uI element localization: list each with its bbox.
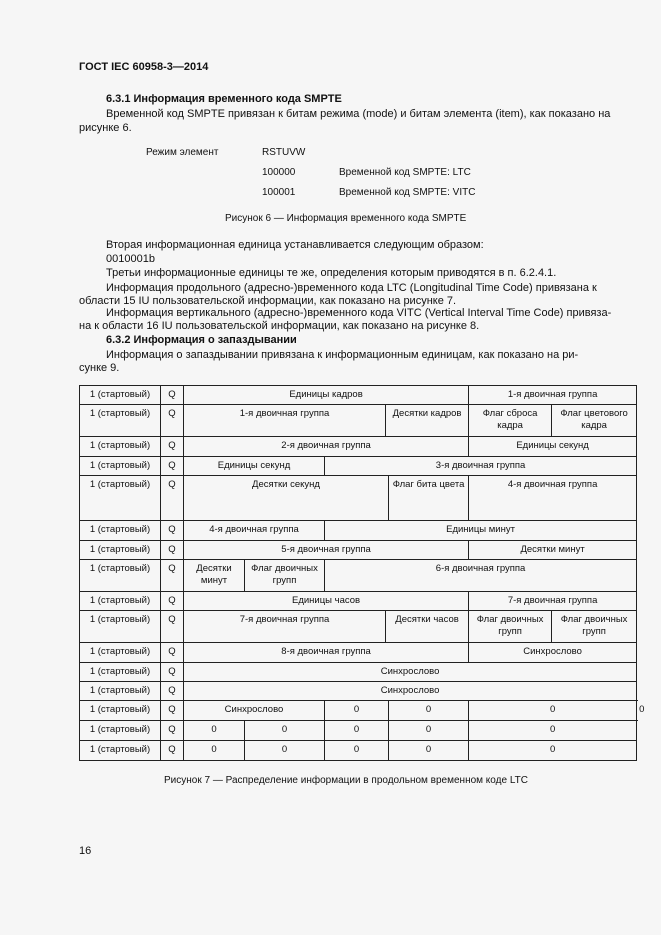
zero-cell: 0 bbox=[389, 741, 469, 761]
sync-word-cell: Синхрослово bbox=[184, 701, 325, 721]
figure7-caption: Рисунок 7 — Распределение информации в продольном временном коде LTC bbox=[164, 775, 528, 786]
bits-header: RSTUVW bbox=[262, 147, 306, 158]
table-row bbox=[80, 663, 637, 682]
table-row bbox=[80, 592, 637, 611]
binary-group-cell: 4-я двоичная группа bbox=[469, 476, 637, 521]
table-row bbox=[80, 643, 637, 663]
start-cell: 1 (стартовый) bbox=[80, 386, 161, 405]
start-cell: 1 (стартовый) bbox=[80, 457, 161, 476]
zero-cell: 0 bbox=[469, 741, 637, 761]
zero-cell: 0 bbox=[469, 701, 637, 721]
document-header: ГОСТ IEC 60958-3—2014 bbox=[79, 61, 209, 73]
mode-desc-ltc: Временной код SMPTE: LTC bbox=[339, 167, 471, 178]
section-6-3-2-text-line2: сунке 9. bbox=[79, 362, 120, 374]
third-units-text: Третьи информационные единицы те же, определения которым приводятся в п. 6.2.4.1. bbox=[106, 267, 557, 279]
zero-cell: 0 bbox=[389, 721, 469, 741]
units-seconds-cell: Единицы секунд bbox=[184, 457, 325, 476]
q-cell: Q bbox=[161, 721, 184, 741]
flag-binary-groups-cell: Флаг двоичных групп bbox=[552, 611, 637, 643]
vitc-text-line1: Информация вертикального (адресно-)временного кода VITC (Vertical Interval Time Code) привяза- bbox=[106, 307, 612, 319]
units-hours-cell: Единицы часов bbox=[184, 592, 469, 611]
figure6-caption: Рисунок 6 — Информация временного кода SMPTE bbox=[225, 213, 467, 224]
zero-cell: 0 bbox=[325, 741, 389, 761]
binary-group-cell: 7-я двоичная группа bbox=[184, 611, 386, 643]
start-cell: 1 (стартовый) bbox=[80, 405, 161, 437]
q-cell: Q bbox=[161, 643, 184, 663]
binary-group-cell: 1-я двоичная группа bbox=[184, 405, 386, 437]
start-cell: 1 (стартовый) bbox=[80, 611, 161, 643]
table-row bbox=[80, 721, 637, 741]
start-cell: 1 (стартовый) bbox=[80, 437, 161, 457]
second-unit-text: Вторая информационная единица устанавливается следующим образом: bbox=[106, 239, 484, 251]
section-6-3-2-title: 6.3.2 Информация о запаздывании bbox=[106, 334, 297, 346]
section-6-3-1-text-line1: Временной код SMPTE привязан к битам режима (mode) и битам элемента (item), как показано на bbox=[106, 108, 611, 120]
table-row bbox=[80, 437, 637, 457]
q-cell: Q bbox=[161, 592, 184, 611]
units-minutes-cell: Единицы минут bbox=[325, 521, 637, 541]
mode-code-vitc: 100001 bbox=[262, 187, 296, 198]
binary-group-cell: 2-я двоичная группа bbox=[184, 437, 469, 457]
q-cell: Q bbox=[161, 741, 184, 761]
vitc-text-line2: на к области 16 IU пользовательской информации, как показано на рисунке 8. bbox=[79, 320, 480, 332]
table-row bbox=[80, 476, 637, 521]
page-number: 16 bbox=[79, 845, 92, 857]
sync-word-cell: Синхрослово bbox=[184, 682, 637, 701]
start-cell: 1 (стартовый) bbox=[80, 682, 161, 701]
table-row bbox=[80, 521, 637, 541]
table-row bbox=[80, 682, 637, 701]
start-cell: 1 (стартовый) bbox=[80, 560, 161, 592]
mode-desc-vitc: Временной код SMPTE: VITC bbox=[339, 187, 476, 198]
zero-cell: 0 bbox=[469, 721, 637, 741]
q-cell: Q bbox=[161, 386, 184, 405]
ltc-distribution-table bbox=[79, 385, 645, 761]
flag-color-frame-cell: Флаг цветового кадра bbox=[552, 405, 637, 437]
table-row bbox=[80, 611, 637, 643]
q-cell: Q bbox=[161, 541, 184, 560]
zero-cell: 0 bbox=[184, 741, 245, 761]
tens-minutes-cell: Десятки минут bbox=[469, 541, 637, 560]
tens-minutes-cell: Десятки минут bbox=[184, 560, 245, 592]
start-cell: 1 (стартовый) bbox=[80, 701, 161, 721]
q-cell: Q bbox=[161, 611, 184, 643]
q-cell: Q bbox=[161, 682, 184, 701]
tens-hours-cell: Десятки часов bbox=[386, 611, 469, 643]
table-row bbox=[80, 560, 637, 592]
section-6-3-1-text-line2: рисунке 6. bbox=[79, 122, 132, 134]
start-cell: 1 (стартовый) bbox=[80, 643, 161, 663]
q-cell: Q bbox=[161, 663, 184, 682]
binary-group-cell: 8-я двоичная группа bbox=[184, 643, 469, 663]
binary-group-cell: 4-я двоичная группа bbox=[184, 521, 325, 541]
zero-cell: 0 bbox=[184, 721, 245, 741]
ltc-text-line1: Информация продольного (адресно-)временного кода LTC (Longitudinal Time Code) привязана к bbox=[106, 282, 597, 294]
binary-group-cell: 5-я двоичная группа bbox=[184, 541, 469, 560]
zero-cell: 0 bbox=[245, 741, 325, 761]
section-6-3-2-text-line1: Информация о запаздывании привязана к информационным единицам, как показано на ри- bbox=[106, 349, 579, 361]
section-6-3-1-title: 6.3.1 Информация временного кода SMPTE bbox=[106, 93, 342, 105]
table-row bbox=[80, 457, 637, 476]
binary-group-cell: 6-я двоичная группа bbox=[325, 560, 637, 592]
q-cell: Q bbox=[161, 405, 184, 437]
tens-frames-cell: Десятки кадров bbox=[386, 405, 469, 437]
flag-bit-color-cell: Флаг бита цвета bbox=[389, 476, 469, 521]
mode-label: Режим элемент bbox=[146, 147, 219, 158]
q-cell: Q bbox=[161, 521, 184, 541]
ltc-text-line2: области 15 IU пользовательской информации, как показано на рисунке 7. bbox=[79, 295, 457, 307]
start-cell: 1 (стартовый) bbox=[80, 721, 161, 741]
zero-cell: 0 bbox=[325, 701, 389, 721]
binary-group-cell: 3-я двоичная группа bbox=[325, 457, 637, 476]
q-cell: Q bbox=[161, 457, 184, 476]
binary-group-cell: 7-я двоичная группа bbox=[469, 592, 637, 611]
table-row bbox=[80, 741, 637, 761]
second-unit-value: 0010001b bbox=[106, 253, 155, 265]
flag-binary-groups-cell: Флаг двоичных групп bbox=[245, 560, 325, 592]
units-seconds-cell: Единицы секунд bbox=[469, 437, 637, 457]
start-cell: 1 (стартовый) bbox=[80, 741, 161, 761]
sync-word-cell: Синхрослово bbox=[469, 643, 637, 663]
tens-seconds-cell: Десятки секунд bbox=[184, 476, 389, 521]
start-cell: 1 (стартовый) bbox=[80, 541, 161, 560]
zero-cell: 0 bbox=[325, 721, 389, 741]
mode-code-ltc: 100000 bbox=[262, 167, 296, 178]
sync-word-cell: Синхрослово bbox=[184, 663, 637, 682]
units-frames-cell: Единицы кадров bbox=[184, 386, 469, 405]
q-cell: Q bbox=[161, 701, 184, 721]
flag-binary-groups-cell: Флаг двоичных групп bbox=[469, 611, 552, 643]
binary-group-cell: 1-я двоичная группа bbox=[469, 386, 637, 405]
q-cell: Q bbox=[161, 476, 184, 521]
start-cell: 1 (стартовый) bbox=[80, 592, 161, 611]
zero-cell: 0 bbox=[389, 701, 469, 721]
flag-reset-frame-cell: Флаг сброса кадра bbox=[469, 405, 552, 437]
q-cell: Q bbox=[161, 560, 184, 592]
table-row bbox=[80, 386, 637, 405]
start-cell: 1 (стартовый) bbox=[80, 663, 161, 682]
table-row bbox=[80, 541, 637, 560]
zero-cell: 0 bbox=[245, 721, 325, 741]
q-cell: Q bbox=[161, 437, 184, 457]
table-row: 1 (стартовый) Q Синхрослово 0 0 0 0 bbox=[80, 701, 637, 721]
start-cell: 1 (стартовый) bbox=[80, 521, 161, 541]
start-cell: 1 (стартовый) bbox=[80, 476, 161, 521]
table-row bbox=[80, 405, 637, 437]
